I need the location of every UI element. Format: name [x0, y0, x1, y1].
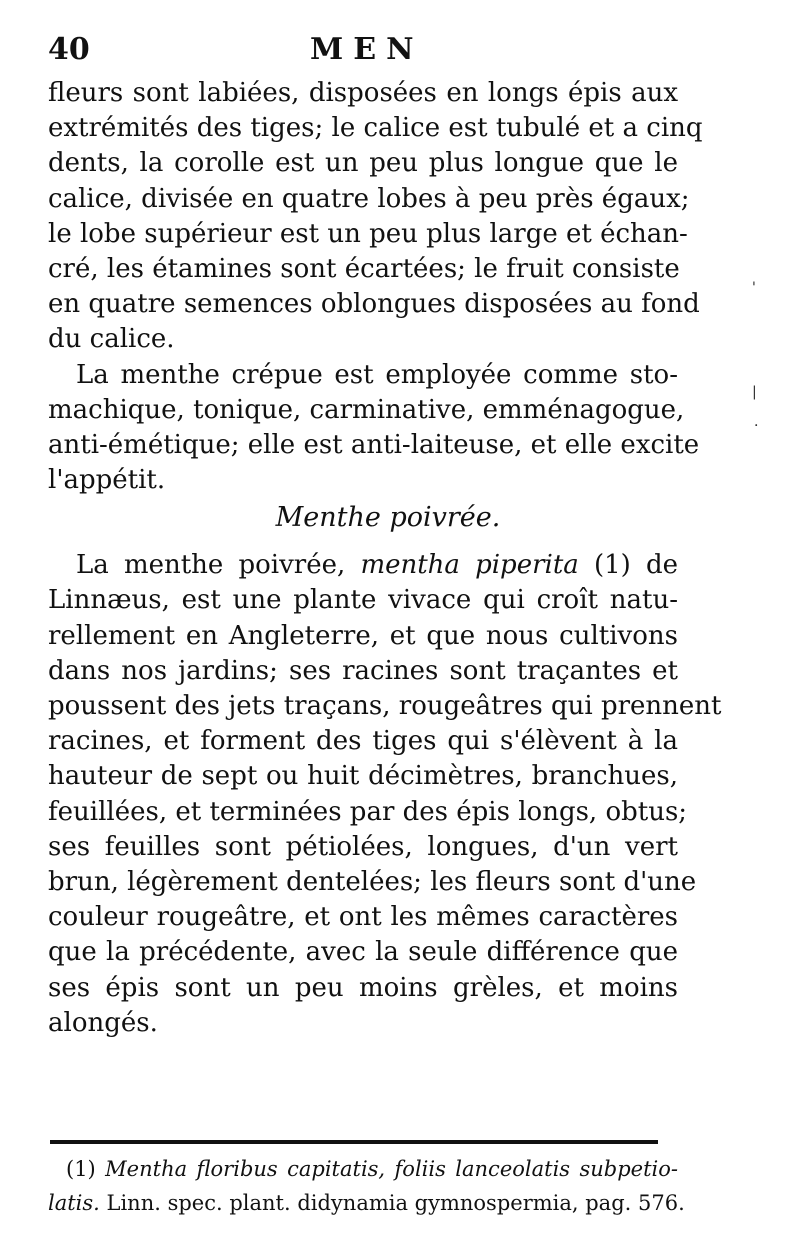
footnote-text: Mentha floribus capitatis, foliis lanceolatis subpetio- — [105, 1157, 678, 1181]
text-line: l'appétit. — [48, 465, 166, 496]
text-line: rellement en Angleterre, et que nous cultivons — [48, 620, 678, 651]
footnote-text: latis. — [48, 1191, 100, 1215]
margin-speck: | — [752, 384, 757, 400]
margin-speck: · — [754, 418, 759, 434]
page-header — [48, 30, 688, 74]
text-line: anti-émétique; elle est anti-laiteuse, et elle excite — [48, 429, 700, 460]
section-heading: Menthe poivrée. — [275, 502, 501, 534]
text-line: machique, tonique, carminative, emménagogue, — [48, 394, 685, 425]
text-run: (1) de — [578, 550, 678, 581]
text-line: extrémités des tiges; le calice est tubulé et a cinq — [48, 113, 703, 144]
text-line: en quatre semences oblongues disposées au fond — [48, 289, 700, 320]
text-line: brun, légèrement dentelées; les fleurs sont d'une — [48, 866, 697, 897]
paragraph-poivree — [48, 548, 722, 1041]
footnote-line — [48, 1186, 685, 1220]
text-line: hauteur de sept ou huit décimètres, branchues, — [48, 761, 678, 792]
footnote-line — [48, 1152, 678, 1186]
species-name: mentha piperita — [360, 550, 579, 581]
paragraph-crepue-description — [48, 76, 703, 358]
text-line: dents, la corolle est un peu plus longue que le — [48, 148, 678, 179]
text-line: dans nos jardins; ses racines sont traçantes et — [48, 655, 678, 686]
body-text — [48, 76, 722, 1041]
text-run: La menthe poivrée, — [76, 550, 361, 581]
text-line: La menthe crépue est employée comme sto- — [76, 359, 678, 390]
text-line — [48, 548, 678, 583]
text-line: ses épis sont un peu moins grèles, et moins — [48, 972, 678, 1003]
text-line: racines, et forment des tiges qui s'élèvent à la — [48, 726, 678, 757]
paragraph-crepue-uses — [48, 358, 700, 499]
text-line: poussent des jets traçans, rougeâtres qui prennent — [48, 691, 722, 721]
text-line: ses feuilles sont pétiolées, longues, d'un vert — [48, 831, 678, 862]
footnote-marker: (1) — [66, 1157, 106, 1181]
text-line: calice, divisée en quatre lobes à peu près égaux; — [48, 183, 690, 214]
page-number: 40 — [48, 32, 90, 67]
text-line: que la précédente, avec la seule différence que — [48, 937, 678, 968]
text-line: feuillées, et terminées par des épis longs, obtus; — [48, 796, 688, 827]
text-line: le lobe supérieur est un peu plus large et échan- — [48, 218, 688, 249]
text-line: couleur rougeâtre, et ont les mêmes caractères — [48, 902, 678, 933]
text-line: alongés. — [48, 1007, 158, 1038]
text-line: fleurs sont labiées, disposées en longs épis aux — [48, 78, 678, 108]
text-line: Linnæus, est une plante vivace qui croît natu- — [48, 585, 678, 616]
footnote-citation: Linn. spec. plant. didynamia gymnospermia, pag. 576. — [99, 1191, 685, 1215]
text-line: cré, les étamines sont écartées; le fruit consiste — [48, 253, 680, 284]
text-line: du calice. — [48, 324, 175, 355]
footnote-rule — [50, 1140, 658, 1144]
running-head: MEN — [310, 32, 424, 67]
footnote — [48, 1152, 685, 1220]
margin-speck: ' — [752, 280, 756, 296]
